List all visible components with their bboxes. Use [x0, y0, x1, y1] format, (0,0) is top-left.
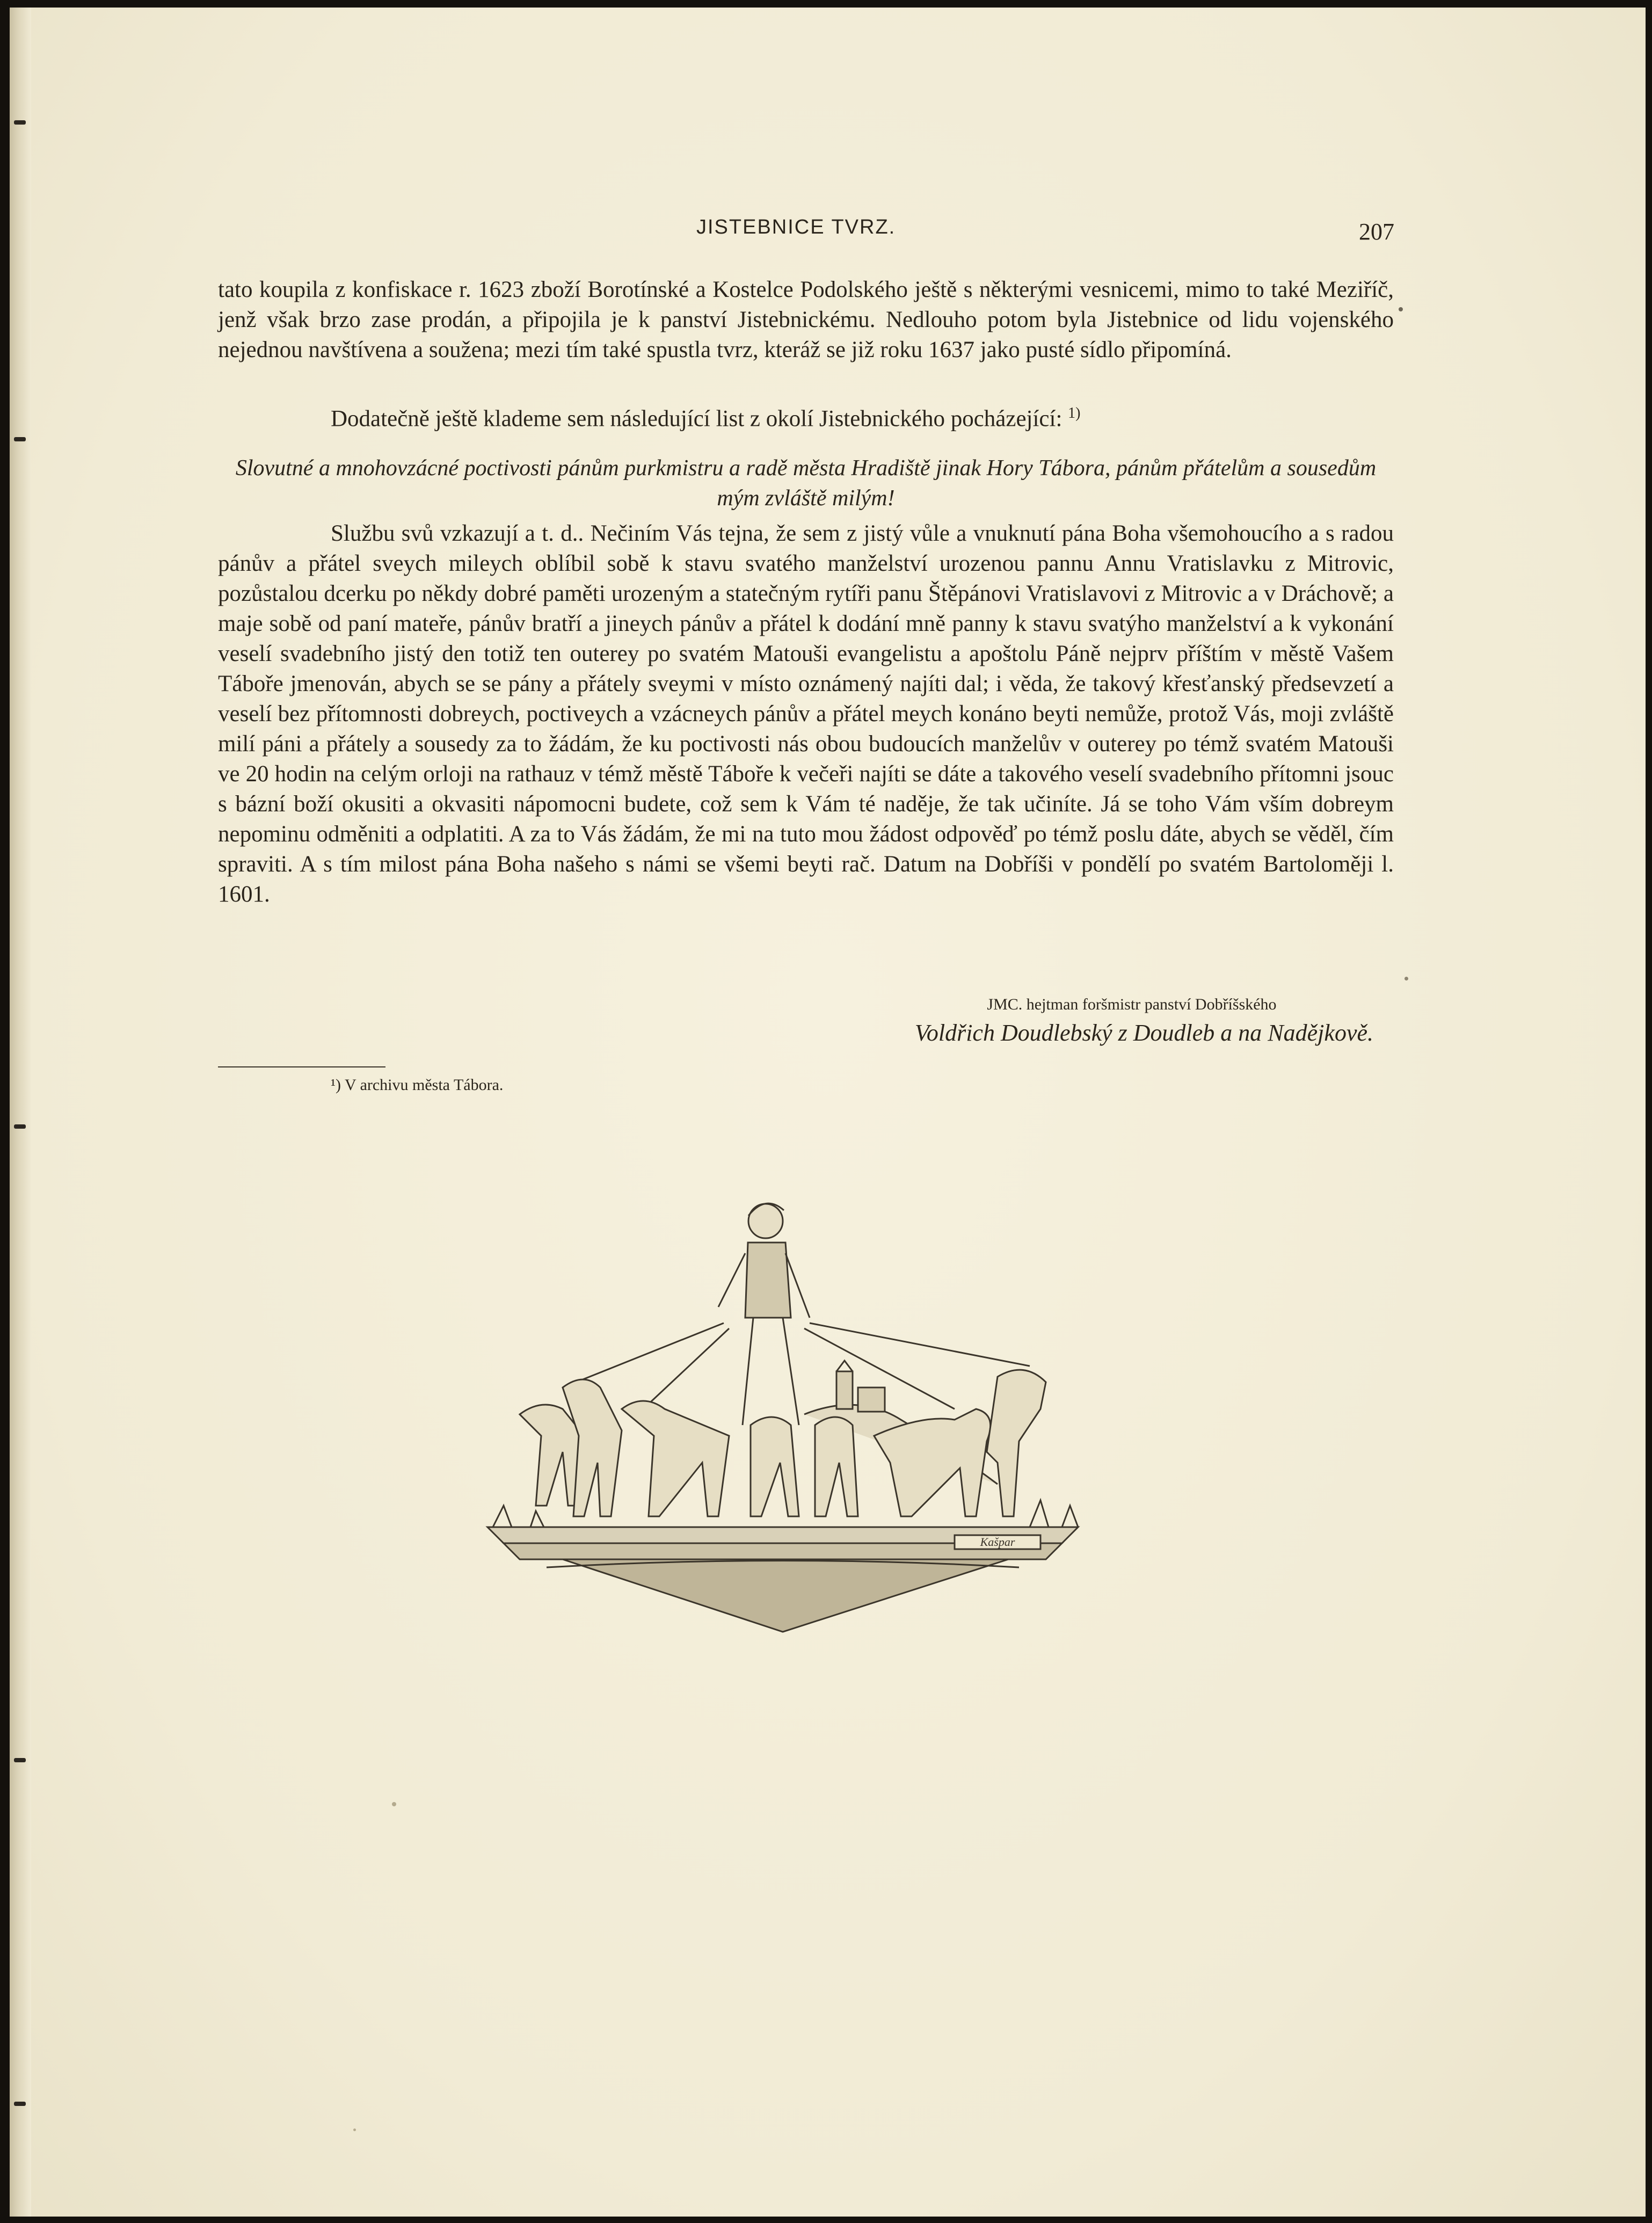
book-page — [10, 8, 1646, 2217]
binding-thread-mark — [14, 2102, 26, 2106]
castle-tower — [836, 1371, 853, 1409]
paragraph-text: tato koupila z konfiskace r. 1623 zboží Borotínské a Kostelce Podolského ještě s některými vesnicemi, mimo to také Meziříč, jenž však brzo zase prodán, a připojila je k panství Jistebnickému. Nedlouho potom byla Jistebnice od lidu vojenského nejednou navštívena a soužena; mezi tím také spustla tvrz, kteráž se již roku 1637 jako pusté sídlo připomíná. — [218, 277, 1394, 362]
signature-name: Voldřich Doudlebský z Doudleb a na Nadějkově. — [914, 1020, 1373, 1046]
hound — [751, 1417, 799, 1516]
hunter-with-hounds-engraving — [482, 1183, 1116, 1634]
binding-thread-mark — [14, 437, 26, 441]
leash — [810, 1323, 1030, 1366]
hunter-leg-right — [783, 1318, 799, 1425]
signature-block — [847, 996, 1373, 1047]
paper-speck — [353, 2128, 356, 2131]
opening-paragraph — [218, 275, 1394, 365]
page-number: 207 — [1359, 219, 1394, 245]
leash — [643, 1328, 729, 1409]
pedestal-point — [563, 1559, 1008, 1632]
hunter-leg-left — [743, 1318, 753, 1425]
hound — [987, 1370, 1046, 1516]
footnote-reference: 1) — [1068, 405, 1081, 422]
binding-thread-mark — [14, 1758, 26, 1762]
signature-title: JMC. hejtman foršmistr panství Dobříšského — [987, 996, 1277, 1013]
castle-wall — [858, 1387, 885, 1412]
binding-gutter — [10, 8, 31, 2217]
hound — [815, 1417, 858, 1516]
castle-roof — [836, 1361, 853, 1371]
intro-text-body: Dodatečně ještě klademe sem následující list z okolí Jistebnického pocházející: — [331, 406, 1062, 432]
footnote: ¹) V archivu města Tábora. — [331, 1076, 504, 1094]
hound — [622, 1401, 729, 1516]
hunter-body — [745, 1243, 791, 1318]
hunter-head — [748, 1204, 783, 1238]
letter-address: Slovutné a mnohovzácné poctivosti pánům purkmistru a radě města Hradiště jinak Hory Tábora, pánům přátelům a sousedům mým zvláště milým! — [235, 456, 1377, 511]
hunter-arm-left — [718, 1253, 745, 1307]
intro-paragraph — [218, 398, 1394, 434]
margin-mark — [1399, 307, 1403, 311]
intro-text — [218, 398, 1394, 434]
footnote-divider — [218, 1066, 385, 1067]
letter-body — [218, 519, 1394, 910]
margin-mark — [1404, 977, 1408, 980]
paper-speck — [392, 1802, 396, 1806]
binding-thread-mark — [14, 120, 26, 125]
binding-thread-mark — [14, 1124, 26, 1129]
running-title: JISTEBNICE TVRZ. — [696, 216, 896, 238]
letter-text: Službu svů vzkazují a t. d.. Nečiním Vás tejna, že sem z jistý vůle a vnuknutí pána Boha všemohoucího a s radou pánův a přátel sveych mileych oblíbil sobě k stavu svatého manželství urozenou pannu Annu Vratislavku z Mitrovic, pozůstalou dcerku po někdy dobré paměti urozeným a statečným rytíři panu Štěpánovi Vratislavovi z Mitrovic a v Dráchově; a maje sobě od paní mateře, pánův bratří a jineych pánův a přátel k dodání mně panny k stavu svatýho manželství a k vykonání veselí svadebního jistý den totiž ten outerey po svatém Matouši evangelistu a apoštolu Páně nejprv příštím v městě Vašem Táboře jmenován, abych se se pány a přátely sveymi v místo oznámený najíti dal; i věda, že takový křesťanský předsevzetí a veselí bez přítomnosti dobreych, poctiveych a vzácneych pánův a přátel meych konáno beyti nemůže, protož Vás, moji zvláště milí páni a přátely a sousedy za to žádám, že ku poctivosti nás obou budoucích manželův v outerey po témž svatém Matouši ve 20 hodin na celým orloji na rathauz v témž městě Táboře k večeři najíti se dáte a takového veselí svadebního přítomni jsouc s bázní boží okusiti a okvasiti nápomocni budete, což sem k Vám té naděje, že tak učiníte. Já se toho Vám vším dobreym nepominu odměniti a odplatiti. A za to Vás žádám, že mi na tuto mou žádost odpověď po témž poslu dáte, abych se věděl, čím spraviti. A s tím milost pána Boha našeho s námi se všemi beyti rač. Datum na Dobříši v pondělí po svatém Bartoloměji l. 1601. — [218, 521, 1394, 907]
artist-signature: Kašpar — [980, 1535, 1015, 1549]
